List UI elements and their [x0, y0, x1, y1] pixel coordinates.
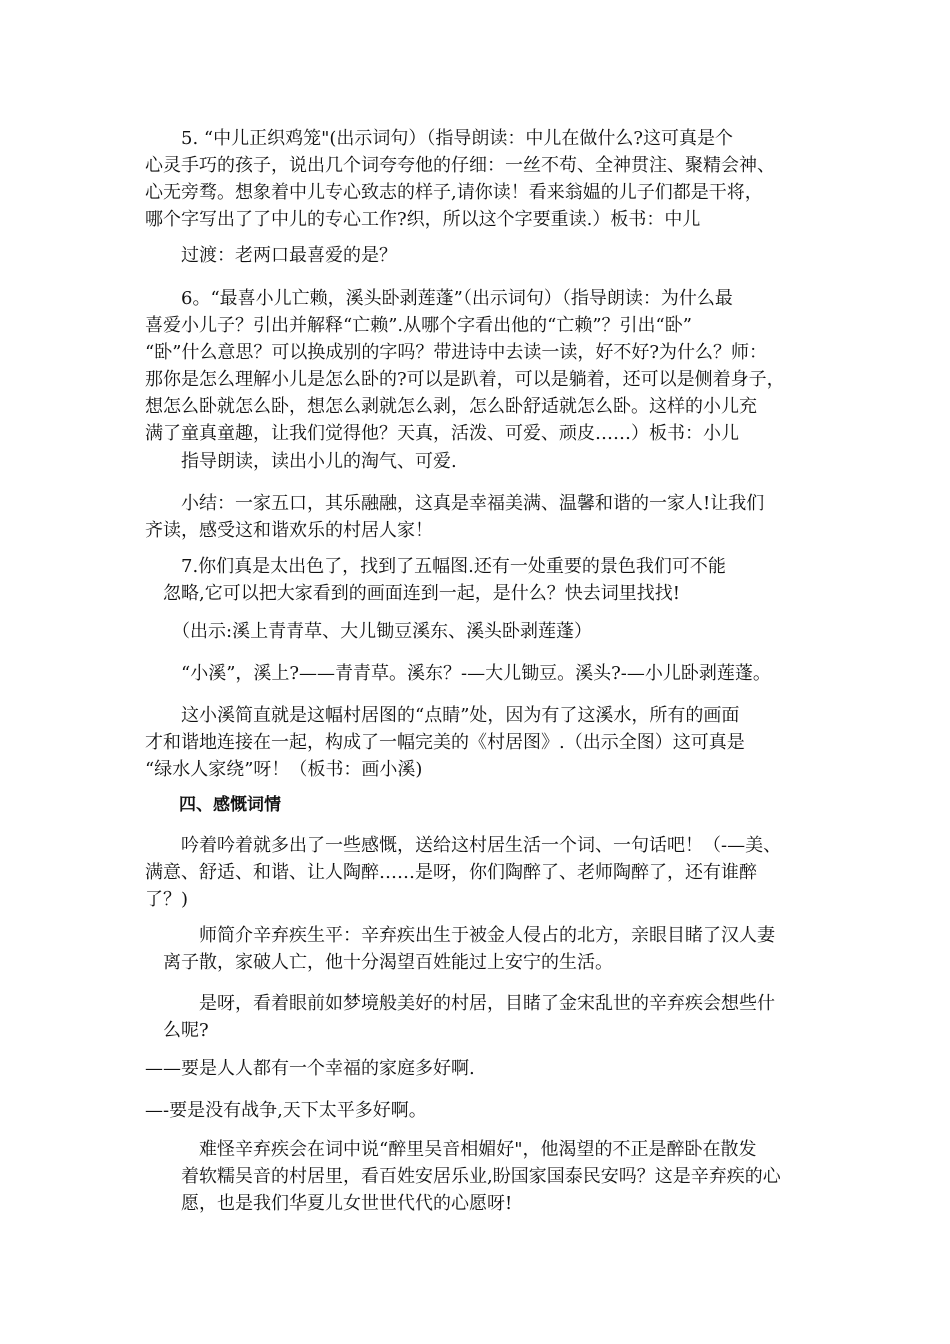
- paragraph-6: [145, 285, 815, 447]
- text-line: 了？): [145, 889, 189, 910]
- paragraph-summary: [145, 490, 815, 544]
- paragraph-feelings: [145, 832, 815, 913]
- paragraph-7: [145, 553, 815, 607]
- text-line: 小结：一家五口，其乐融融，这真是幸福美满、温馨和谐的一家人!让我们: [145, 493, 765, 514]
- text-line: “卧”什么意思？可以换成别的字吗？带进诗中去读一读，好不好?为什么？师：: [145, 342, 768, 363]
- paragraph-conclusion: [145, 1136, 815, 1217]
- text-line: 么呢?: [145, 1020, 209, 1041]
- text-line: 5. “中儿正织鸡笼"(出示词句）（指导朗读：中儿在做什么?这可真是个: [145, 128, 734, 149]
- text-line: 那你是怎么理解小儿是怎么卧的?可以是趴着，可以是躺着，还可以是侧着身子，: [145, 369, 785, 390]
- text-line: 过渡：老两口最喜爱的是？: [145, 245, 397, 266]
- text-line: 忽略,它可以把大家看到的画面连到一起，是什么？快去词里找找!: [145, 583, 680, 604]
- text-line: 师简介辛弃疾生平：辛弃疾出生于被金人侵占的北方，亲眼目睹了汉人妻: [145, 925, 775, 946]
- text-line: 吟着吟着就多出了一些感慨，送给这村居生活一个词、一句话吧！（-—美、: [145, 835, 782, 856]
- paragraph-biography: [145, 922, 815, 976]
- text-line: 四、感慨词情: [145, 795, 281, 815]
- text-line: “小溪”，溪上?——青青草。溪东？-—大儿锄豆。溪头?-—小儿卧剥莲蓬。: [145, 663, 771, 684]
- text-line: 满了童真童趣，让我们觉得他？天真，活泼、可爱、顽皮……）板书：小儿: [145, 423, 739, 444]
- text-line: 想怎么卧就怎么卧，想怎么剥就怎么剥，怎么卧舒适就怎么卧。这样的小儿充: [145, 396, 757, 417]
- text-line: 满意、舒适、和谐、让人陶醉……是呀，你们陶醉了、老师陶醉了，还有谁醉: [145, 862, 757, 883]
- text-line: 哪个字写出了了中儿的专心工作?织，所以这个字要重读.）板书：中儿: [145, 209, 701, 230]
- text-line: （出示:溪上青青草、大儿锄豆溪东、溪头卧剥莲蓬）: [145, 621, 593, 642]
- paragraph-answer-1: [145, 1055, 815, 1082]
- text-line: 才和谐地连接在一起，构成了一幅完美的《村居图》.（出示全图）这可真是: [145, 732, 745, 753]
- text-line: 这小溪简直就是这幅村居图的“点睛”处，因为有了这溪水，所有的画面: [145, 705, 740, 726]
- text-line: 7.你们真是太出色了，找到了五幅图.还有一处重要的景色我们可不能: [145, 556, 726, 577]
- paragraph-stream: [145, 660, 815, 687]
- text-line: 心灵手巧的孩子，说出几个词夸夸他的仔细：一丝不苟、全神贯注、聚精会神、: [145, 155, 775, 176]
- paragraph-eye: [145, 702, 815, 783]
- paragraph-show: [145, 618, 815, 645]
- text-line: 齐读，感受这和谐欢乐的村居人家！: [145, 520, 433, 541]
- text-line: “绿水人家绕”呀！（板书：画小溪): [145, 759, 423, 780]
- text-line: 难怪辛弃疾会在词中说“醉里吴音相媚好"，他渴望的不正是醉卧在散发: [145, 1139, 757, 1160]
- text-line: ——要是人人都有一个幸福的家庭多好啊.: [145, 1058, 475, 1079]
- text-line: 离子散，家破人亡，他十分渴望百姓能过上安宁的生活。: [145, 952, 613, 973]
- text-line: 是呀，看着眼前如梦境般美好的村居，目睹了金宋乱世的辛弃疾会想些什: [145, 993, 775, 1014]
- text-line: —-要是没有战争,天下太平多好啊。: [145, 1100, 427, 1121]
- paragraph-5: [145, 125, 815, 233]
- text-line: 6。“最喜小儿亡赖，溪头卧剥莲蓬”（出示词句）（指导朗读：为什么最: [145, 288, 733, 309]
- paragraph-question: [145, 990, 815, 1044]
- text-line: 心无旁骛。想象着中儿专心致志的样子,请你读！看来翁媪的儿子们都是干将，: [145, 182, 763, 203]
- paragraph-transition: [145, 242, 815, 269]
- text-line: 愿，也是我们华夏儿女世世代代的心愿呀!: [145, 1193, 513, 1214]
- paragraph-answer-2: [145, 1097, 815, 1124]
- text-line: 着软糯吴音的村居里，看百姓安居乐业,盼国家国泰民安吗？这是辛弃疾的心: [145, 1166, 781, 1187]
- text-line: 指导朗读，读出小儿的淘气、可爱.: [145, 451, 457, 472]
- section-heading: [145, 792, 815, 819]
- text-line: 喜爱小儿子？引出并解释“亡赖”.从哪个字看出他的“亡赖”？引出“卧”: [145, 315, 692, 336]
- paragraph-guide: [145, 448, 815, 475]
